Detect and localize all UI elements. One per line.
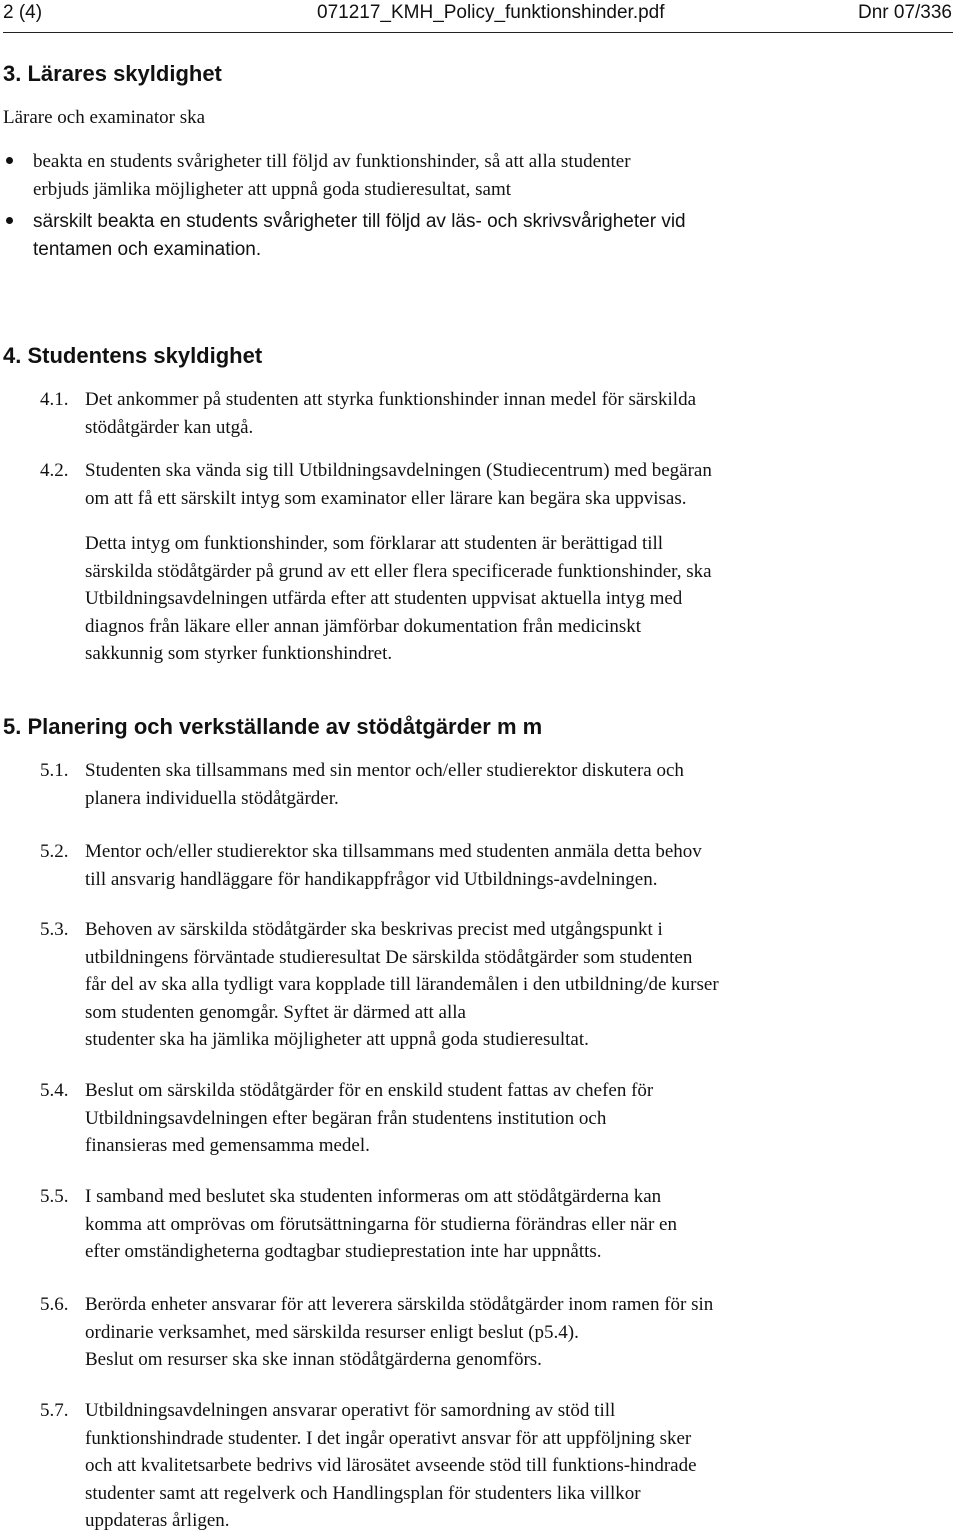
text-line: särskilt beakta en students svårigheter till följd av läs- och skrivsvårigheter vid — [33, 211, 686, 232]
text-line: erbjuds jämlika möjligheter att uppnå goda studieresultat, samt — [33, 178, 512, 200]
section-5-item-2 — [85, 838, 702, 893]
item-number: 5.4. — [40, 1080, 69, 1101]
text-line: Studenten ska tillsammans med sin mentor och/eller studierektor diskutera och — [85, 760, 684, 781]
item-number: 5.7. — [40, 1400, 69, 1421]
text-line: får del av ska alla tydligt vara kopplade till lärandemålen i den utbildning/de kurser — [85, 974, 719, 995]
text-line: Beslut om resurser ska ske innan stödåtgärderna genomförs. — [85, 1349, 542, 1370]
item-number: 5.1. — [40, 760, 69, 781]
text-line: funktionshindrade studenter. I det ingår operativt ansvar för att uppföljning sker — [85, 1427, 692, 1449]
text-line: Behoven av särskilda stödåtgärder ska beskrivas precist med utgångspunkt i — [85, 919, 663, 940]
text-line: Det ankommer på studenten att styrka funktionshinder innan medel för särskilda — [85, 389, 697, 410]
document-reference: Dnr 07/336 — [857, 2, 952, 23]
text-line: efter omständigheterna godtagbar studieprestation inte har uppnåtts. — [85, 1241, 602, 1262]
item-number: 4.2. — [40, 460, 69, 481]
text-line: Berörda enheter ansvarar för att leverera särskilda stödåtgärder inom ramen för sin — [85, 1294, 714, 1315]
text-line: till ansvarig handläggare för handikappfrågor vid Utbildnings-avdelningen. — [85, 868, 658, 890]
section-5-item-5 — [85, 1183, 677, 1266]
section-4-paragraph-2 — [85, 457, 712, 512]
text-line: studenter samt att regelverk och Handlingsplan för studenters lika villkor — [85, 1482, 641, 1504]
item-number: 4.1. — [40, 389, 69, 410]
header-divider — [3, 32, 953, 33]
text-line: diagnos från läkare eller annan jämförbar dokumentation från medicinskt — [85, 615, 642, 637]
section-3-heading: 3. Lärares skyldighet — [3, 61, 222, 86]
text-line: Utbildningsavdelningen utfärda efter att studenten uppvisat aktuella intyg med — [85, 588, 683, 609]
text-line: komma att omprövas om förutsättningarna för studierna förändras eller när en — [85, 1213, 677, 1235]
item-number: 5.3. — [40, 919, 69, 940]
section-4-heading: 4. Studentens skyldighet — [3, 343, 263, 368]
item-number: 5.5. — [40, 1186, 69, 1207]
page-number: 2 (4) — [3, 2, 43, 23]
text-line: I samband med beslutet ska studenten informeras om att stödåtgärderna kan — [85, 1186, 662, 1207]
text-line: beakta en students svårigheter till följd av funktionshinder, så att alla studenter — [33, 151, 631, 172]
text-line: om att få ett särskilt intyg som examinator eller lärare kan begära ska uppvisas. — [85, 487, 687, 509]
section-5-heading: 5. Planering och verkställande av stödåtgärder m m — [3, 714, 543, 739]
text-line: planera individuella stödåtgärder. — [85, 787, 339, 809]
page-header — [3, 2, 952, 28]
text-line: uppdateras årligen. — [85, 1510, 230, 1531]
section-5-item-6 — [85, 1291, 713, 1374]
text-line: Studenten ska vända sig till Utbildningsavdelningen (Studiecentrum) med begäran — [85, 460, 712, 481]
section-3-bullet-2 — [33, 208, 686, 263]
section-5-item-4 — [85, 1077, 653, 1160]
section-4-paragraph-3 — [85, 530, 712, 668]
section-5-item-7 — [85, 1397, 697, 1535]
text-line: Utbildningsavdelningen efter begäran från studentens institution och — [85, 1107, 607, 1129]
text-line: stödåtgärder kan utgå. — [85, 416, 254, 438]
text-line: sakkunnig som styrker funktionshindret. — [85, 643, 393, 664]
item-number: 5.2. — [40, 841, 69, 862]
text-line: som studenten genomgår. Syftet är därmed att alla — [85, 1001, 466, 1023]
document-filename: 071217_KMH_Policy_funktionshinder.pdf — [317, 2, 665, 23]
bullet-icon — [6, 157, 13, 164]
section-5-item-3 — [85, 916, 719, 1054]
text-line: finansieras med gemensamma medel. — [85, 1135, 370, 1156]
text-line: Detta intyg om funktionshinder, som förklarar att studenten är berättigad till — [85, 533, 664, 554]
section-5-item-1 — [85, 757, 684, 812]
text-line: utbildningens förväntade studieresultat De särskilda stödåtgärder som studenten — [85, 946, 693, 968]
section-4-paragraph-1 — [85, 386, 696, 441]
bullet-icon — [6, 217, 13, 224]
text-line: särskilda stödåtgärder på grund av ett eller flera specificerade funktionshinder, ska — [85, 560, 712, 582]
text-line: Mentor och/eller studierektor ska tillsammans med studenten anmäla detta behov — [85, 841, 702, 862]
text-line: studenter ska ha jämlika möjligheter att uppnå goda studieresultat. — [85, 1029, 589, 1050]
section-3-bullet-1 — [33, 148, 631, 203]
item-number: 5.6. — [40, 1294, 69, 1315]
text-line: tentamen och examination. — [33, 238, 262, 260]
section-3-intro: Lärare och examinator ska — [3, 107, 206, 128]
text-line: och att kvalitetsarbete bedrivs vid lärosätet avseende stöd till funktions-hindrade — [85, 1455, 697, 1476]
text-line: ordinarie verksamhet, med särskilda resurser enligt beslut (p5.4). — [85, 1321, 579, 1343]
text-line: Beslut om särskilda stödåtgärder för en enskild student fattas av chefen för — [85, 1080, 654, 1101]
text-line: Utbildningsavdelningen ansvarar operativt för samordning av stöd till — [85, 1400, 616, 1421]
